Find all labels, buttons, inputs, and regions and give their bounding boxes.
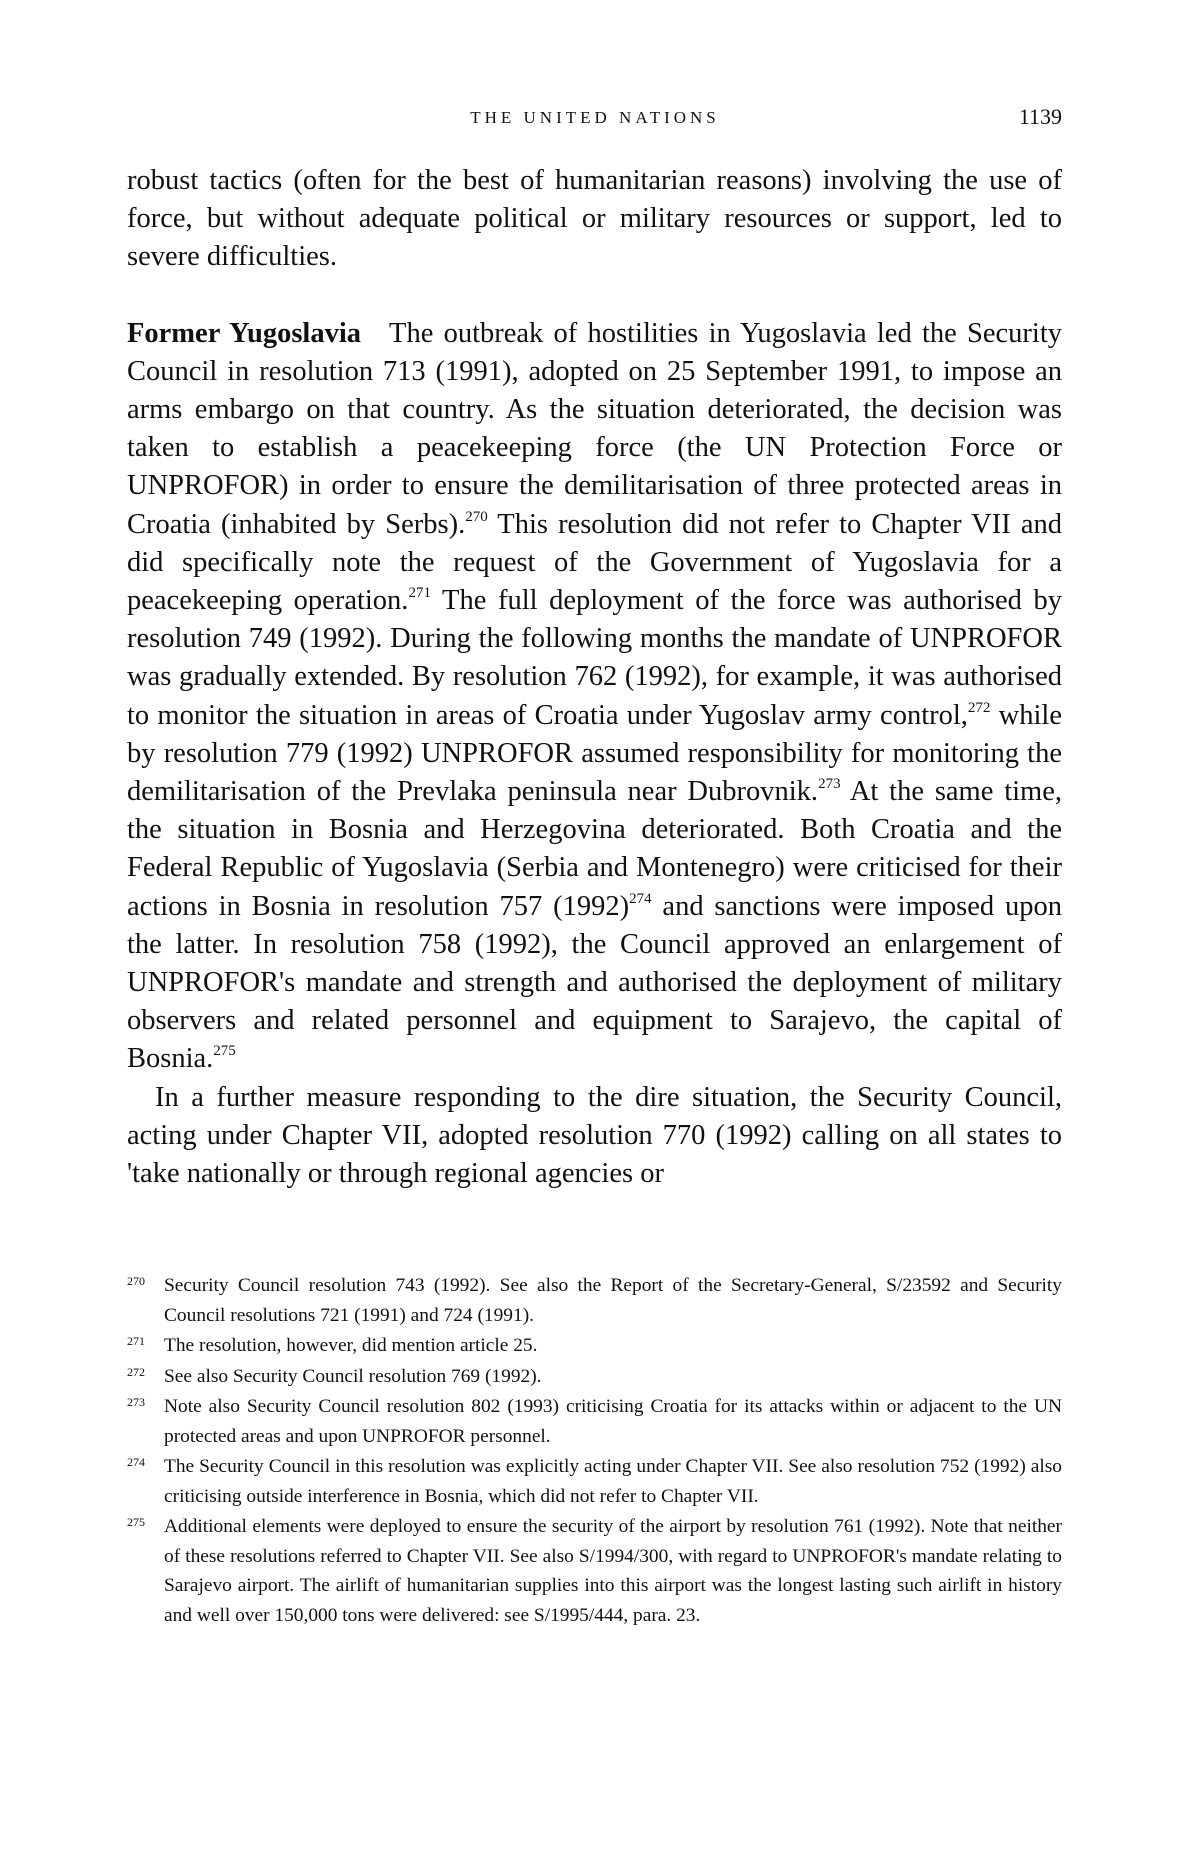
footnote-ref[interactable]: 272 [967,699,991,716]
footnote-ref[interactable]: 275 [213,1043,236,1060]
footnote-number: 273 [127,1395,145,1409]
body-text [127,162,1062,1193]
footnote-ref[interactable]: 273 [818,776,841,793]
footnote-number: 271 [127,1334,145,1348]
footnote-text: See also Security Council resolution 769 (1992). [164,1365,542,1387]
footnote-number: 270 [127,1274,145,1288]
footnote-ref[interactable]: 270 [465,508,488,525]
footnote-text: The resolution, however, did mention article 25. [164,1335,538,1356]
footnote [127,1512,1062,1630]
footnote-text: The Security Council in this resolution was explicitly acting under Chapter VII. See also resolution 752 (1992) also criticising outside interference in Bosnia, which did not refer to Chapter VII. [164,1456,1062,1507]
paragraph-former-yugoslavia [127,315,1062,1079]
footnote-number: 272 [127,1364,145,1379]
paragraph-continuation: robust tactics (often for the best of humanitarian reasons) involving the use of force, but without adequate political or military resources or support, led to severe difficulties. [127,165,1062,273]
footnote [127,1452,1062,1511]
paragraph-text: This resolution did not refer to Chapter VII and did specifically note the request of the Government of Yugoslavia for a peacekeeping operation. [127,508,1062,617]
footnote-text: Additional elements were deployed to ensure the security of the airport by resolution 761 (1992). Note that neither of these resolutions referred to Chapter VII. See also S/1994/300, with regard to UNPROFOR's mandate relating to Sarajevo airport. The airlift of humanitarian supplies into this airport was the longest lasting such airlift in history and well over 150,000 tons were delivered: see S/1995/444, para. 23. [164,1516,1062,1626]
running-head [128,104,1062,134]
footnote [127,1331,1062,1361]
footnote [127,1362,1062,1392]
page-number: 1139 [1018,104,1062,129]
paragraph-text: At the same time, the situation in Bosnia and Herzegovina deteriorated. Both Croatia and the Federal Republic of Yugoslavia (Serbia and Montenegro) were criticised for their actions in Bosnia in resolution 757 (1992) [127,776,1062,922]
footnote [127,1392,1062,1451]
footnote-text: Security Council resolution 743 (1992). See also the Report of the Secretary-General, S/23592 and Security Council resolutions 721 (1991) and 724 (1991). [164,1275,1062,1326]
footnote-ref[interactable]: 271 [408,585,431,602]
footnote-number: 275 [127,1515,145,1529]
footnote-text: Note also Security Council resolution 802 (1993) criticising Croatia for its attacks within or adjacent to the UN protected areas and upon UNPROFOR personnel. [164,1396,1062,1447]
paragraph-further-measure: In a further measure responding to the dire situation, the Security Council, acting under Chapter VII, adopted resolution 770 (1992) calling on all states to 'take nationally or through regional agencies or [127,1081,1062,1190]
running-title: THE UNITED NATIONS [470,108,720,127]
paragraph-text: The full deployment of the force was authorised by resolution 749 (1992). During the following months the mandate of UNPROFOR was gradually extended. By resolution 762 (1992), for example, it was authorised to monitor the situation in areas of Croatia under Yugoslav army control, [127,585,1062,731]
footnote [127,1271,1062,1330]
footnote-number: 274 [127,1455,145,1469]
paragraph-text: The outbreak of hostilities in Yugoslavia led the Security Council in resolution 713 (1991), adopted on 25 September 1991, to impose an arms embargo on that country. As the situation deteriorated, the decision was taken to establish a peacekeeping force (the UN Protection Force or UNPROFOR) in order to ensure the demilitarisation of three protected areas in Croatia (inhabited by Serbs). [127,317,1062,540]
paragraph-text: while by resolution 779 (1992) UNPROFOR assumed responsibility for monitoring the demilitarisation of the Prevlaka peninsula near Dubrovnik. [127,699,1063,808]
section-heading: Former Yugoslavia [127,317,362,349]
footnotes [127,1271,1062,1631]
paragraph-text: and sanctions were imposed upon the latter. In resolution 758 (1992), the Council approved an enlargement of UNPROFOR's mandate and strength and authorised the deployment of military observers and related personnel and equipment to Sarajevo, the capital of Bosnia. [127,890,1063,1075]
footnote-ref[interactable]: 274 [629,890,652,907]
